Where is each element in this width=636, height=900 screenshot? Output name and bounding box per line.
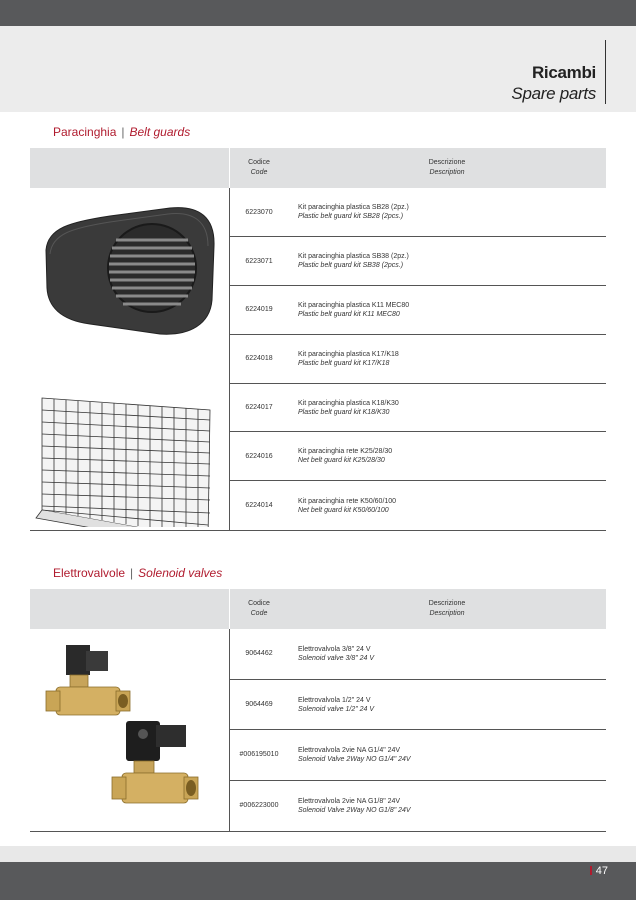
description-en: Plastic belt guard kit SB38 (2pcs.) [298,262,404,270]
part-code: 6224016 [230,432,289,481]
code-header-it: Codice [248,159,270,166]
belt-guards-image-cell [30,188,230,531]
description-en: Plastic belt guard kit SB28 (2pcs.) [298,213,404,221]
footer-dark-band [0,862,636,900]
page-subtitle: Spare parts [511,84,596,103]
part-code: 6224018 [230,334,289,383]
description-it: Kit paracinghia plastica SB28 (2pz.) [298,204,409,212]
title-separator: | [130,566,134,580]
part-description [288,780,606,831]
part-code: 6223071 [230,237,289,286]
description-en: Solenoid valve 1/2" 24 V [298,705,375,713]
part-description [288,188,606,237]
part-description [288,629,606,679]
code-column-header [230,589,289,629]
description-column-header [288,589,606,629]
desc-header-it: Descrizione [428,159,466,166]
part-code: 9064462 [230,629,289,679]
section-title-en: Solenoid valves [138,566,223,580]
code-header-en: Code [250,169,268,176]
section-title-en: Belt guards [129,125,191,139]
code-header-it: Codice [248,600,270,607]
net-belt-guard-image [36,398,210,527]
part-description [288,334,606,383]
plastic-belt-guard-image [46,208,214,335]
header-divider [605,40,606,104]
page-number-marker [590,866,592,875]
desc-header-en: Description [429,610,465,617]
part-description [288,679,606,729]
description-it: Elettrovalvola 2vie NA G1/8" 24V [298,797,401,805]
page-number [590,865,608,877]
part-description [288,432,606,481]
description-en: Net belt guard kit K50/60/100 [298,506,389,514]
table-header-row [30,589,606,629]
description-it: Elettrovalvola 2vie NA G1/4" 24V [298,746,401,754]
table-row [30,188,606,237]
description-en: Plastic belt guard kit K18/K30 [298,408,390,416]
code-column-header [230,148,289,188]
part-description [288,383,606,432]
belt-guards-illustration [30,188,229,527]
image-column-header [30,148,230,188]
top-band [0,0,636,26]
description-it: Kit paracinghia plastica SB38 (2pz.) [298,253,409,261]
section-title-solenoid-valves [53,566,222,580]
description-it: Elettrovalvola 3/8" 24 V [298,645,371,653]
page-title: Ricambi [531,63,596,82]
title-separator: | [121,125,125,139]
description-column-header [288,148,606,188]
description-en: Solenoid valve 3/8" 24 V [298,654,375,662]
part-code: #006223000 [230,780,289,831]
brass-solenoid-valve-image [46,645,130,715]
page-number-value: 47 [595,865,608,877]
part-description [288,481,606,531]
code-header-en: Code [250,610,268,617]
table-row [30,629,606,679]
description-it: Elettrovalvola 1/2" 24 V [298,696,371,704]
section-title-it: Elettrovalvole [53,566,126,580]
part-description [288,286,606,335]
part-code: #006195010 [230,730,289,780]
description-it: Kit paracinghia rete K50/60/100 [298,497,397,505]
image-column-header [30,589,230,629]
solenoid-valves-table [30,589,606,832]
description-it: Kit paracinghia plastica K11 MEC80 [298,301,410,309]
part-code: 6224019 [230,286,289,335]
description-it: Kit paracinghia plastica K17/K18 [298,350,399,358]
solenoid-valves-illustration [30,629,229,828]
part-description [288,237,606,286]
part-description [288,730,606,780]
description-it: Kit paracinghia rete K25/28/30 [298,448,393,456]
description-en: Plastic belt guard kit K17/K18 [298,359,390,367]
section-title-it: Paracinghia [53,125,117,139]
black-coil-solenoid-valve-image [112,721,198,803]
footer-light-band [0,846,636,862]
part-code: 6224017 [230,383,289,432]
section-title-belt-guards [53,125,190,139]
belt-guards-table [30,148,606,531]
description-en: Solenoid Valve 2Way NO G1/4" 24V [298,755,411,763]
desc-header-it: Descrizione [428,600,466,607]
solenoid-valves-image-cell [30,629,230,832]
table-header-row [30,148,606,188]
part-code: 6223070 [230,188,289,237]
description-en: Solenoid Valve 2Way NO G1/8" 24V [298,806,411,814]
part-code: 9064469 [230,679,289,729]
description-en: Net belt guard kit K25/28/30 [298,457,385,465]
part-code: 6224014 [230,481,289,531]
desc-header-en: Description [429,169,465,176]
description-it: Kit paracinghia plastica K18/K30 [298,399,399,407]
description-en: Plastic belt guard kit K11 MEC80 [298,310,400,318]
